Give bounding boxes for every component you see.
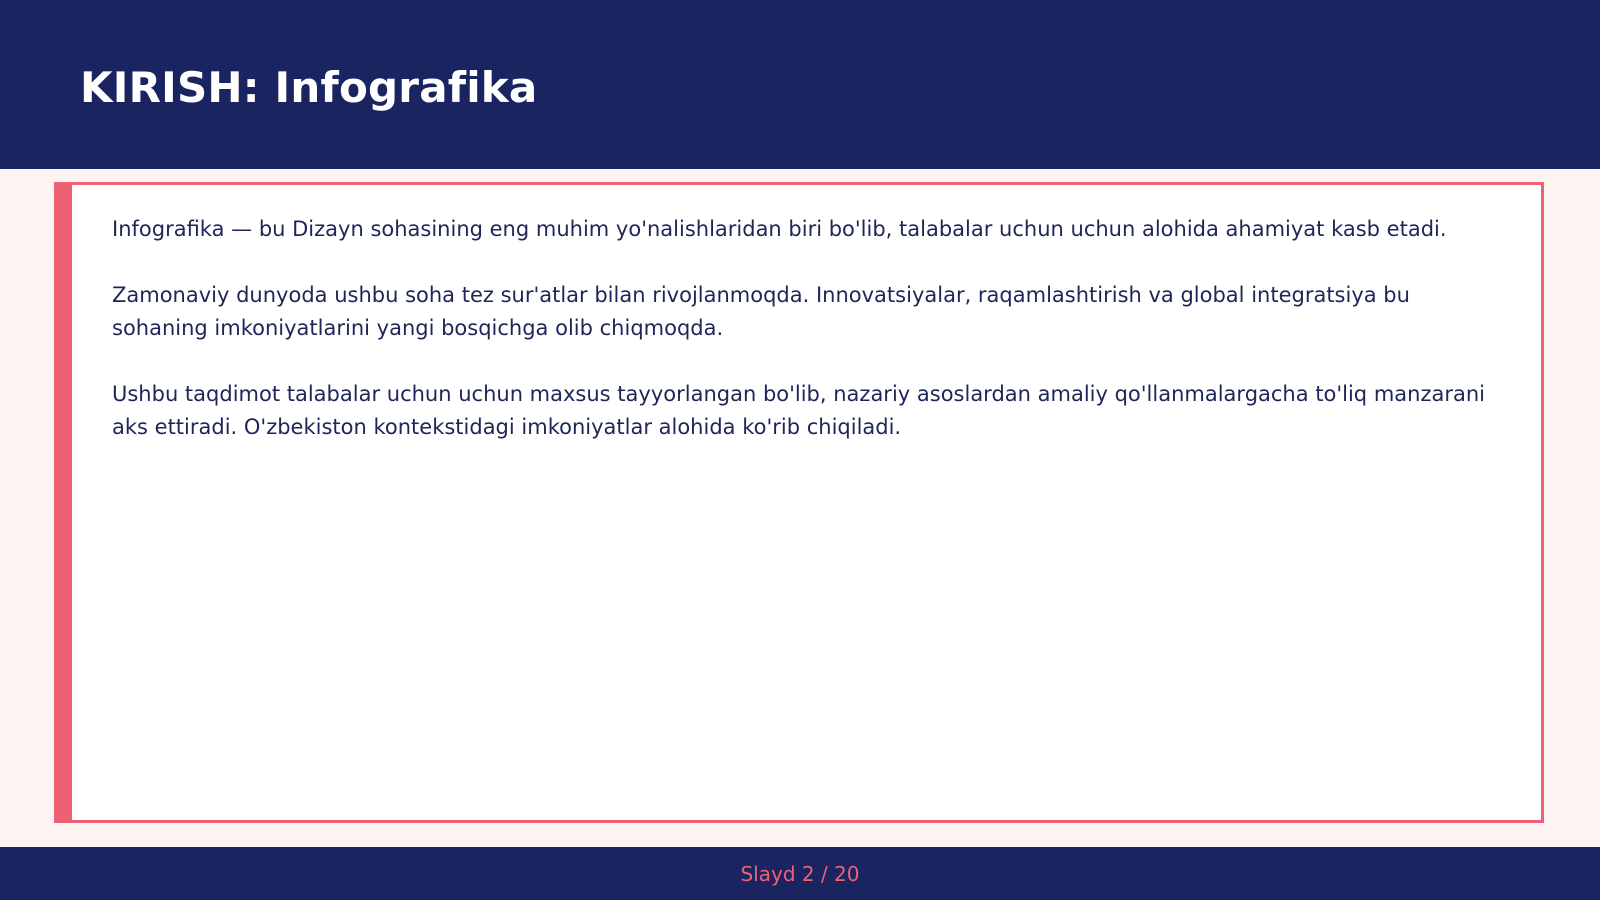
footer-bar — [0, 847, 1600, 900]
header-bar — [0, 0, 1600, 169]
paragraph-intro: Infografika — bu Dizayn sohasining eng muhim yo'nalishlaridan biri bo'lib, talabalar uchun uchun alohida ahamiyat kasb etadi. — [112, 217, 1447, 241]
slide-title: KIRISH: Infografika — [80, 63, 538, 112]
content-card — [54, 182, 1544, 823]
content-body — [112, 213, 1492, 477]
paragraph-presentation-purpose: Ushbu taqdimot talabalar uchun uchun maxsus tayyorlangan bo'lib, nazariy asoslardan amaliy qo'llanmalargacha to'liq manzarani aks ettiradi. O'zbekiston kontekstidagi imkoniyatlar alohida ko'rib chiqiladi. — [112, 382, 1485, 439]
slide-counter: Slayd 2 / 20 — [740, 862, 860, 886]
paragraph-modern-world: Zamonaviy dunyoda ushbu soha tez sur'atlar bilan rivojlanmoqda. Innovatsiyalar, raqamlashtirish va global integratsiya bu sohaning imkoniyatlarini yangi bosqichga olib chiqmoqda. — [112, 283, 1410, 340]
